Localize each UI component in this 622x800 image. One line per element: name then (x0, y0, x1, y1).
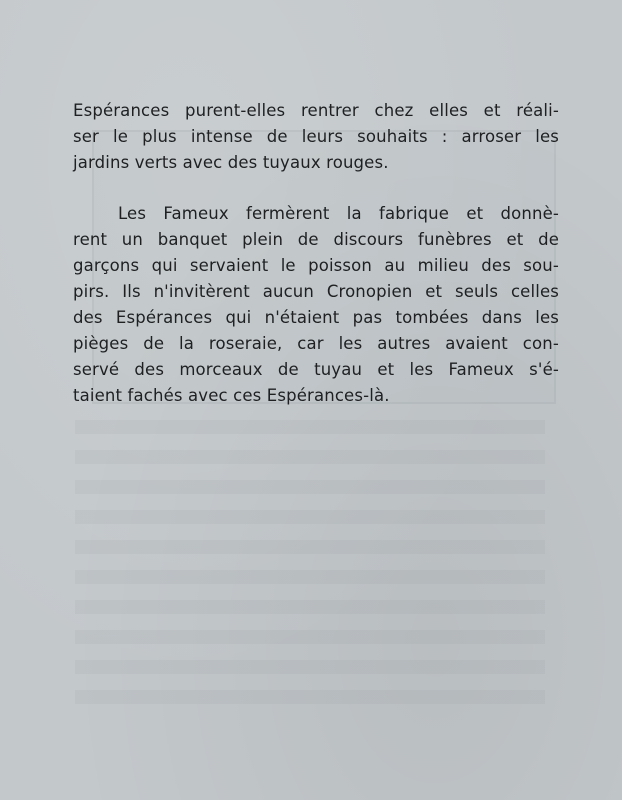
text-line: servé des morceaux de tuyau et les Fameux s'é- (73, 360, 559, 379)
text-line: Espérances purent-elles rentrer chez elles et réali- (73, 101, 559, 120)
paragraph-2 (73, 201, 559, 409)
text-line: jardins verts avec des tuyaux rouges. (73, 153, 389, 172)
text-line: pirs. Ils n'invitèrent aucun Cronopien et seuls celles (73, 282, 559, 301)
text-line: des Espérances qui n'étaient pas tombées dans les (73, 308, 559, 327)
text-line: garçons qui servaient le poisson au milieu des sou- (73, 256, 559, 275)
paragraph-gap (73, 176, 559, 201)
page-text (73, 98, 559, 409)
text-line: taient fachés avec ces Espérances-là. (73, 386, 390, 405)
text-line: Les Fameux fermèrent la fabrique et donnè- (118, 204, 559, 223)
paragraph-1 (73, 98, 559, 176)
text-line: pièges de la roseraie, car les autres avaient con- (73, 334, 559, 353)
reverse-side-text-show-through (75, 420, 545, 720)
text-line: rent un banquet plein de discours funèbres et de (73, 230, 559, 249)
text-line: ser le plus intense de leurs souhaits : arroser les (73, 127, 559, 146)
